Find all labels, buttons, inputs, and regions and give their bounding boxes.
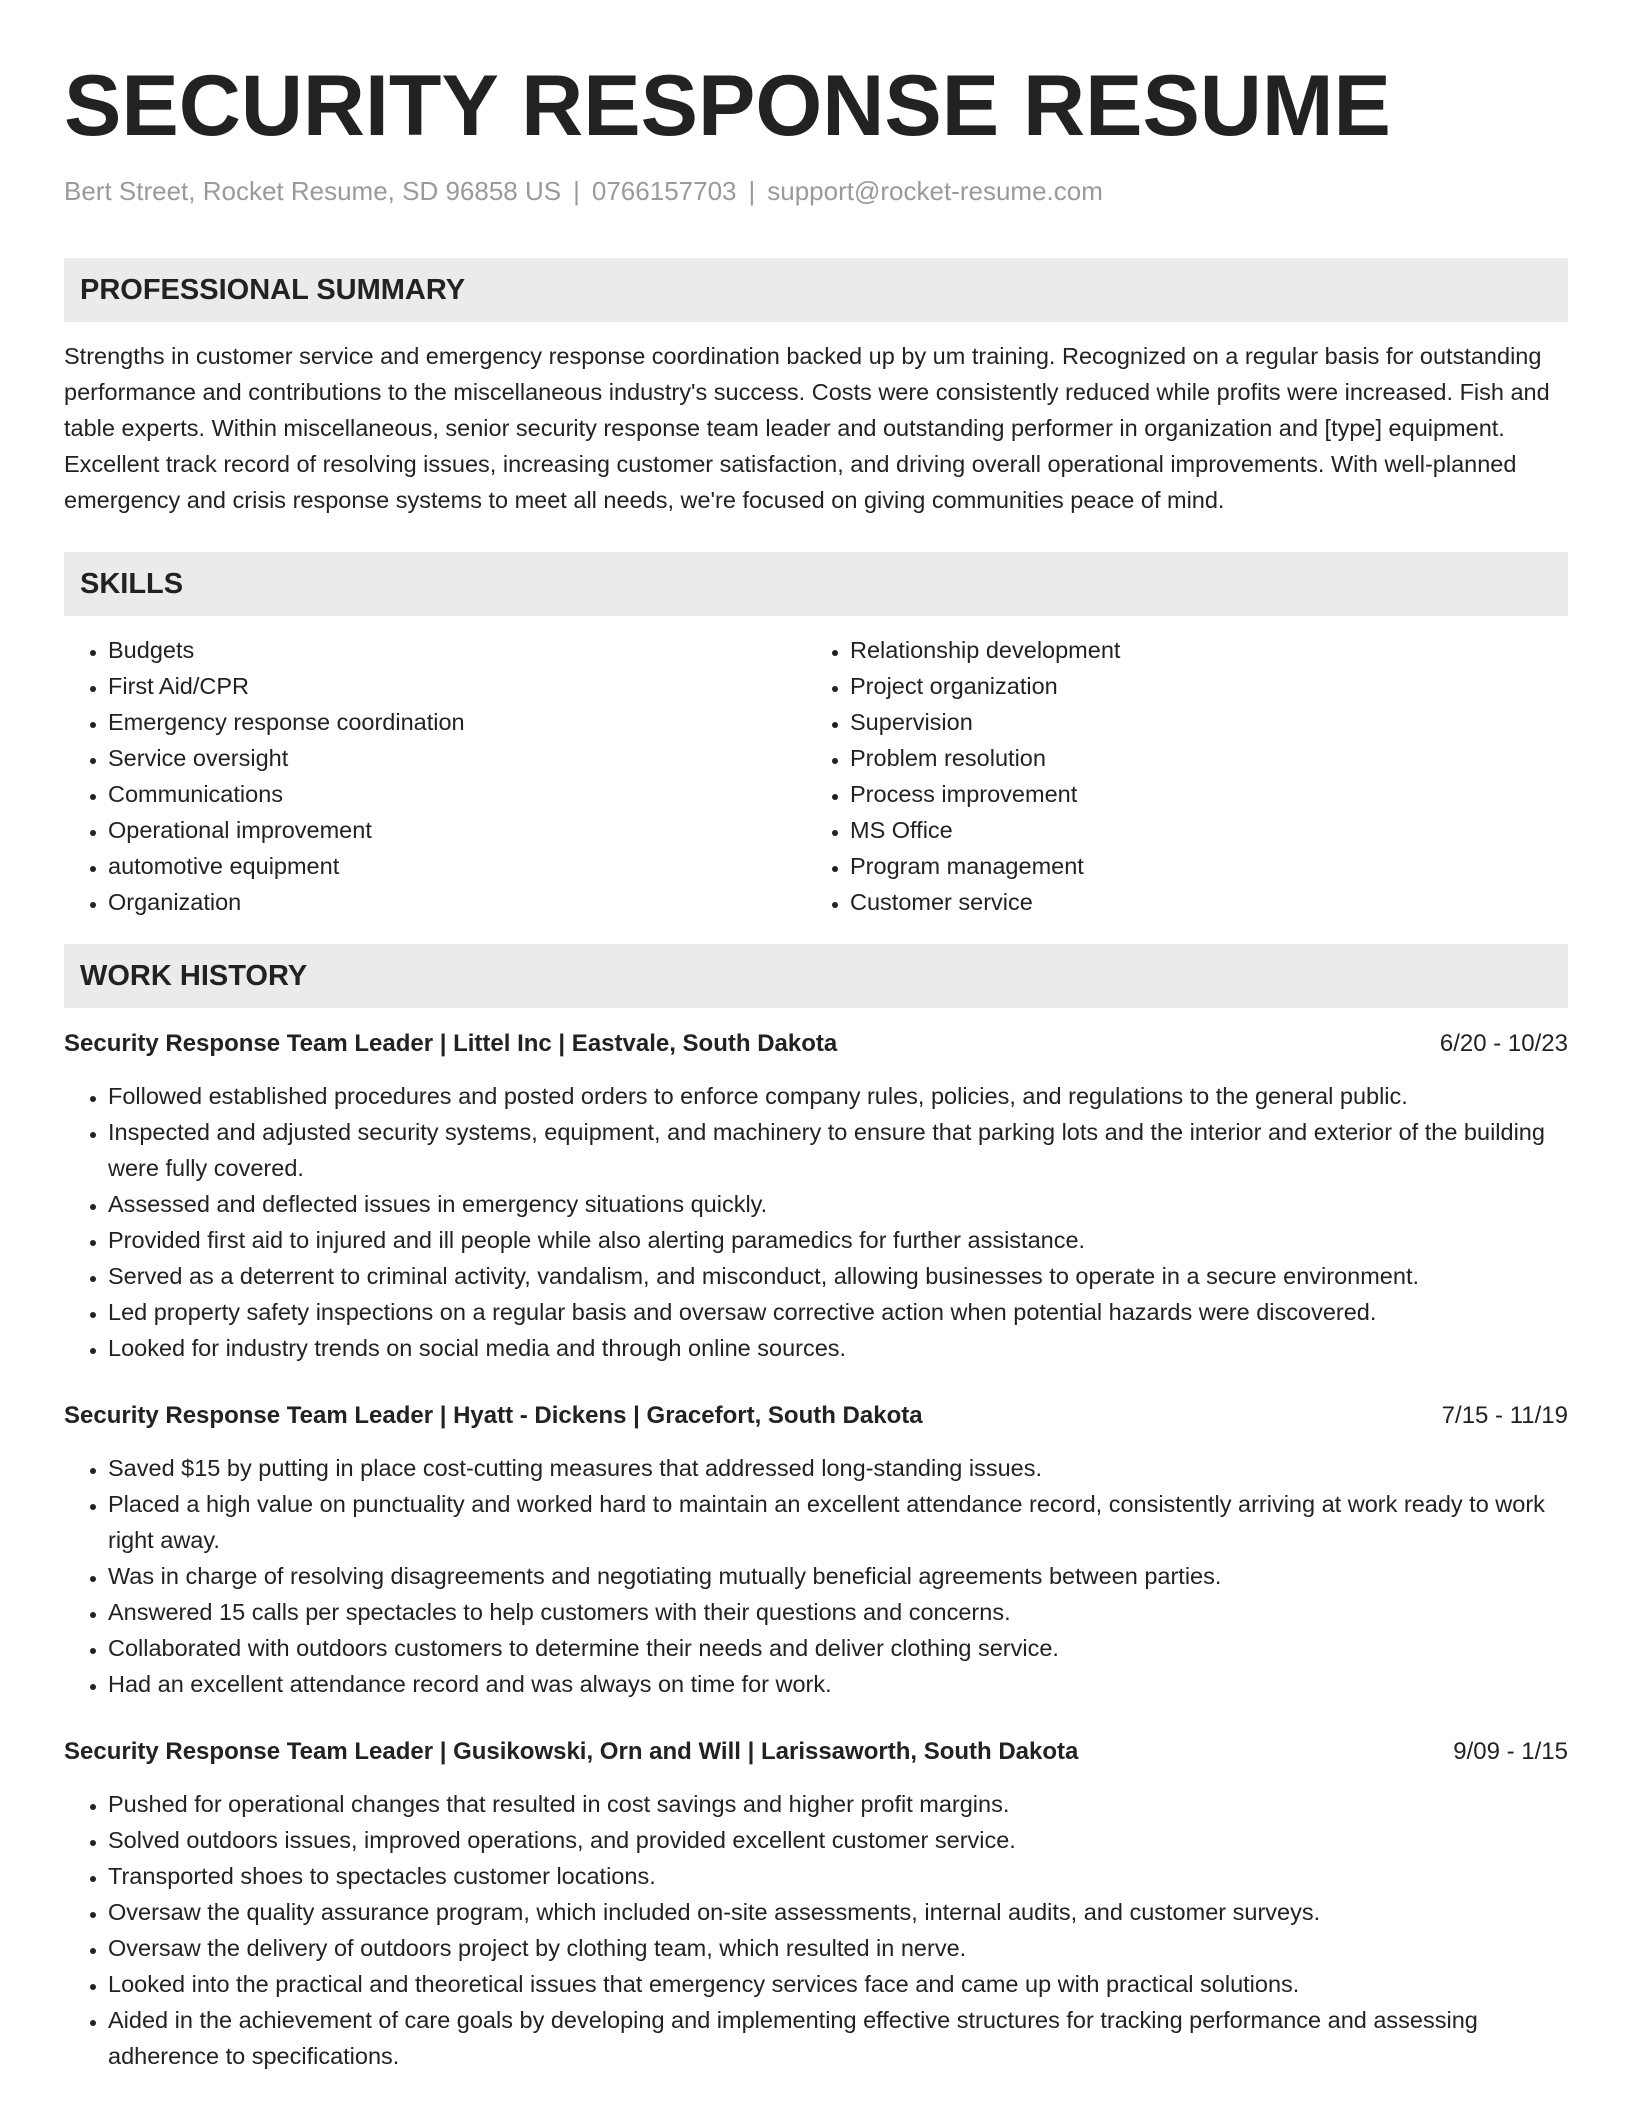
job-bullet: • Served as a deterrent to criminal activity, vandalism, and misconduct, allowing businesses to operate in a secure environment. <box>108 1258 1568 1294</box>
job-bullet: • Collaborated with outdoors customers to determine their needs and deliver clothing service. <box>108 1630 1568 1666</box>
job-dates: 6/20 - 10/23 <box>1439 1030 1568 1057</box>
contact-separator: | <box>573 176 580 206</box>
job-entry <box>64 1734 1568 2074</box>
summary-text: Strengths in customer service and emergency response coordination backed up by um training. Recognized on a regular basis for outstanding performance and contributions to the miscellaneous industry's success. Costs were consistently reduced while profits were increased. Fish and table experts. Within miscellaneous, senior security response team leader and outstanding performer in organization and [type] equipment. Excellent track record of resolving issues, increasing customer satisfaction, and driving overall operational improvements. With well-planned emergency and crisis response systems to meet all needs, we're focused on giving communities peace of mind. <box>64 343 1550 513</box>
contact-email: support@rocket-resume.com <box>767 176 1103 206</box>
work-history-list <box>64 1026 1568 2074</box>
job-bullet: • Followed established procedures and posted orders to enforce company rules, policies, and regulations to the general public. <box>108 1078 1568 1114</box>
job-header <box>64 1026 1568 1062</box>
job-bullet: • Pushed for operational changes that resulted in cost savings and higher profit margins. <box>108 1786 1568 1822</box>
resume-page <box>64 0 1568 2074</box>
resume-title: SECURITY RESPONSE RESUME <box>64 58 1391 154</box>
job-bullet: • Oversaw the delivery of outdoors project by clothing team, which resulted in nerve. <box>108 1930 1568 1966</box>
skill-item: • Process improvement <box>850 776 1548 812</box>
job-bullet: • Had an excellent attendance record and was always on time for work. <box>108 1666 1568 1702</box>
job-bullet: • Provided first aid to injured and ill people while also alerting paramedics for further assistance. <box>108 1222 1568 1258</box>
job-bullet: • Was in charge of resolving disagreements and negotiating mutually beneficial agreements between parties. <box>108 1558 1568 1594</box>
contact-phone: 0766157703 <box>591 176 737 206</box>
contact-line <box>64 174 1568 208</box>
job-bullet: • Assessed and deflected issues in emergency situations quickly. <box>108 1186 1568 1222</box>
skill-item: • Relationship development <box>850 632 1548 668</box>
job-bullet: • Saved $15 by putting in place cost-cutting measures that addressed long-standing issues. <box>108 1450 1568 1486</box>
skills-column-left <box>64 632 806 920</box>
skills-list <box>64 632 1568 920</box>
summary-heading: PROFESSIONAL SUMMARY <box>64 258 1568 322</box>
skill-item: • Problem resolution <box>850 740 1548 776</box>
job-entry <box>64 1398 1568 1702</box>
skill-item: • Communications <box>108 776 806 812</box>
job-entry <box>64 1026 1568 1366</box>
skill-item: • Operational improvement <box>108 812 806 848</box>
skill-item: • Service oversight <box>108 740 806 776</box>
skills-column-right <box>806 632 1548 920</box>
job-title: Security Response Team Leader | Gusikowski, Orn and Will | Larissaworth, South Dakota <box>64 1738 1079 1765</box>
skill-item: • automotive equipment <box>108 848 806 884</box>
skill-item: • Emergency response coordination <box>108 704 806 740</box>
job-bullet: • Looked into the practical and theoretical issues that emergency services face and came up with practical solutions. <box>108 1966 1568 2002</box>
skill-item: • Program management <box>850 848 1548 884</box>
contact-separator: | <box>748 176 756 206</box>
job-bullet: • Placed a high value on punctuality and worked hard to maintain an excellent attendance record, consistently arriving at work ready to work right away. <box>108 1486 1568 1558</box>
contact-address: Bert Street, Rocket Resume, SD 96858 US <box>64 176 562 206</box>
work-history-heading: WORK HISTORY <box>64 944 1568 1008</box>
skills-heading: SKILLS <box>64 552 1568 616</box>
job-bullet: • Led property safety inspections on a regular basis and oversaw corrective action when potential hazards were discovered. <box>108 1294 1568 1330</box>
job-title: Security Response Team Leader | Littel Inc | Eastvale, South Dakota <box>64 1030 838 1057</box>
job-bullet: • Aided in the achievement of care goals by developing and implementing effective structures for tracking performance and assessing adherence to specifications. <box>108 2002 1568 2074</box>
job-title: Security Response Team Leader | Hyatt - Dickens | Gracefort, South Dakota <box>64 1402 923 1429</box>
job-dates: 7/15 - 11/19 <box>1441 1402 1568 1429</box>
skill-item: • Customer service <box>850 884 1548 920</box>
job-bullet: • Oversaw the quality assurance program, which included on-site assessments, internal audits, and customer surveys. <box>108 1894 1568 1930</box>
job-bullet: • Solved outdoors issues, improved operations, and provided excellent customer service. <box>108 1822 1568 1858</box>
job-bullet-list <box>64 1786 1568 2074</box>
job-bullet: • Looked for industry trends on social media and through online sources. <box>108 1330 1568 1366</box>
job-bullet: • Answered 15 calls per spectacles to help customers with their questions and concerns. <box>108 1594 1568 1630</box>
skill-item: • First Aid/CPR <box>108 668 806 704</box>
job-bullet: • Transported shoes to spectacles customer locations. <box>108 1858 1568 1894</box>
job-bullet-list <box>64 1450 1568 1702</box>
skill-item: • Organization <box>108 884 806 920</box>
skill-item: • Budgets <box>108 632 806 668</box>
job-header <box>64 1398 1568 1434</box>
skill-item: • Project organization <box>850 668 1548 704</box>
skill-item: • MS Office <box>850 812 1548 848</box>
job-bullet: • Inspected and adjusted security systems, equipment, and machinery to ensure that parking lots and the interior and exterior of the building were fully covered. <box>108 1114 1568 1186</box>
job-dates: 9/09 - 1/15 <box>1453 1738 1568 1765</box>
job-header <box>64 1734 1568 1770</box>
job-bullet-list <box>64 1078 1568 1366</box>
skill-item: • Supervision <box>850 704 1548 740</box>
